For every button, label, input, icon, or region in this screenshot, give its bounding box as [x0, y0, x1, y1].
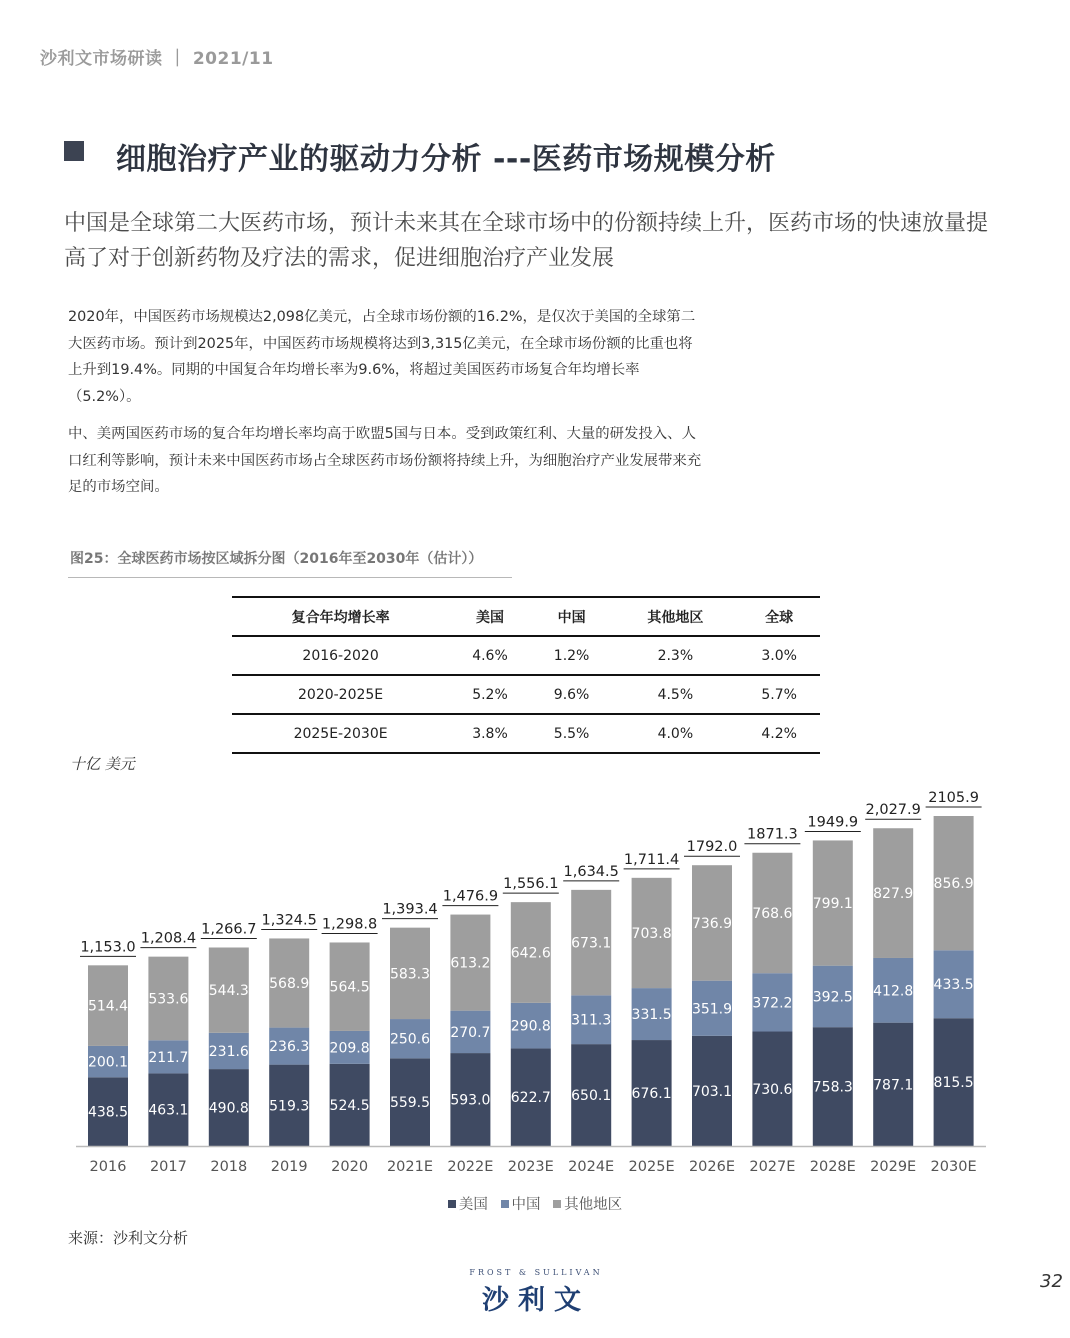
legend-swatch-us	[448, 1200, 456, 1208]
body-paragraph-1: 2020年，中国医药市场规模达2,098亿美元，占全球市场份额的16.2%，是仅次于美国的全球第二大医药市场。预计到2025年，中国医药市场规模将达到3,315亿美元，在全球市场份额的比重也将上升到19.4%。同期的中国复合年均增长率为9.6%，将超过美国医药市场复合年均增长率（5.2%）。	[68, 309, 696, 405]
bar-label-other: 514.4	[87, 998, 129, 1015]
table-cell: 5.5%	[531, 714, 613, 753]
table-cell: 2025E-2030E	[232, 714, 449, 753]
bar-label-us: 703.1	[691, 1083, 733, 1100]
table-cell: 3.8%	[449, 714, 531, 753]
table-cell: 4.2%	[738, 714, 820, 753]
bar-total-label: 1,634.5	[563, 863, 619, 880]
legend-swatch-china	[501, 1200, 509, 1208]
stacked-bar-chart	[0, 780, 1070, 1185]
legend-item-china	[501, 1193, 541, 1214]
legend-label-other: 其他地区	[564, 1197, 623, 1213]
bar-label-other: 533.6	[148, 991, 189, 1008]
bar-label-other: 673.1	[571, 935, 612, 952]
page-subtitle: 中国是全球第二大医药市场，预计未来其在全球市场中的份额持续上升，医药市场的快速放量提高了对于创新药物及疗法的需求，促进细胞治疗产业发展	[64, 211, 989, 271]
logo-small-text: FROST & SULLIVAN	[469, 1268, 603, 1277]
bar-label-china: 392.5	[812, 989, 853, 1006]
bar-label-other: 564.5	[329, 979, 370, 996]
page-number: 32	[1040, 1271, 1063, 1292]
frost-sullivan-logo	[458, 1268, 614, 1317]
bar-total-label: 1871.3	[747, 826, 798, 843]
bar-total-label: 1,476.9	[442, 888, 499, 905]
bar-total-label: 1,266.7	[201, 921, 257, 938]
bar-total-label: 1,556.1	[503, 876, 559, 893]
caption-divider	[68, 577, 512, 578]
x-tick-label: 2019	[270, 1159, 308, 1175]
x-tick-label: 2024E	[568, 1159, 615, 1175]
table-cell: 2020-2025E	[232, 675, 449, 714]
bar-label-us: 815.5	[933, 1075, 974, 1092]
bar-label-us: 463.1	[148, 1102, 189, 1119]
bar-total-label: 2105.9	[928, 790, 979, 806]
bar-total-label: 1,393.4	[382, 901, 438, 918]
x-tick-label: 2018	[210, 1159, 248, 1175]
bar-label-other: 642.6	[510, 945, 551, 962]
x-tick-label: 2026E	[688, 1159, 736, 1175]
bar-total-label: 1949.9	[807, 814, 859, 831]
bar-label-china: 412.8	[873, 983, 914, 1000]
legend-label-us: 美国	[458, 1197, 488, 1213]
x-tick-label: 2021E	[386, 1159, 434, 1175]
bar-label-china: 290.8	[510, 1018, 551, 1035]
bar-label-other: 827.9	[873, 886, 914, 903]
table-cell: 5.7%	[738, 675, 820, 714]
x-tick-label: 2028E	[809, 1159, 856, 1175]
chart-unit-label: 十亿 美元	[70, 755, 135, 773]
figure-caption: 图25：全球医药市场按区域拆分图（2016年至2030年（估计））	[70, 551, 483, 567]
bar-label-other: 544.3	[208, 983, 249, 1000]
bar-total-label: 1,208.4	[140, 930, 197, 947]
bar-label-other: 856.9	[933, 876, 974, 893]
x-tick-label: 2030E	[930, 1159, 977, 1175]
bar-label-us: 490.8	[208, 1100, 249, 1117]
bar-label-china: 331.5	[631, 1007, 672, 1024]
x-tick-label: 2025E	[628, 1159, 675, 1175]
table-cell: 9.6%	[531, 675, 613, 714]
bar-label-other: 613.2	[450, 955, 491, 972]
bar-label-china: 372.2	[752, 995, 793, 1012]
x-tick-label: 2022E	[447, 1159, 494, 1175]
bar-label-us: 438.5	[87, 1104, 129, 1121]
table-header-cell: 美国	[449, 597, 531, 636]
table-cell: 5.2%	[449, 675, 531, 714]
bar-label-us: 593.0	[450, 1092, 491, 1109]
table-row	[232, 714, 820, 753]
bar-total-label: 1,298.8	[321, 916, 378, 933]
bar-label-china: 231.6	[208, 1043, 249, 1060]
table-header-row	[232, 597, 820, 636]
x-tick-label: 2017	[149, 1159, 187, 1175]
table-cell: 2016-2020	[232, 636, 449, 675]
table-cell: 4.5%	[612, 675, 738, 714]
table-cell: 4.0%	[612, 714, 738, 753]
table-cell: 3.0%	[738, 636, 820, 675]
bar-total-label: 1,153.0	[80, 939, 136, 956]
bar-label-us: 519.3	[269, 1098, 310, 1115]
bar-label-china: 236.3	[269, 1039, 310, 1056]
bar-label-us: 676.1	[631, 1086, 672, 1103]
bar-label-other: 583.3	[389, 966, 431, 983]
legend-swatch-other	[553, 1200, 561, 1208]
bar-label-china: 433.5	[933, 977, 974, 994]
table-row	[232, 636, 820, 675]
bar-label-us: 524.5	[329, 1097, 370, 1114]
legend-item-other	[553, 1193, 622, 1214]
bar-label-china: 270.7	[450, 1024, 491, 1041]
bar-label-us: 730.6	[752, 1081, 793, 1098]
bar-label-china: 351.9	[691, 1001, 733, 1018]
table-row	[232, 675, 820, 714]
bar-total-label: 2,027.9	[865, 802, 921, 819]
bar-label-china: 311.3	[571, 1012, 612, 1029]
legend-item-us	[448, 1193, 488, 1214]
bar-total-label: 1,324.5	[261, 912, 317, 929]
body-paragraph-2: 中、美两国医药市场的复合年均增长率均高于欧盟5国与日本。受到政策红利、大量的研发投入、人口红利等影响，预计未来中国医药市场占全球医药市场份额将持续上升，为细胞治疗产业发展带来充足的市场空间。	[68, 426, 702, 495]
table-cell: 1.2%	[531, 636, 613, 675]
bar-label-other: 768.6	[752, 905, 793, 922]
header-text: 沙利文市场研读 ｜ 2021/11	[40, 49, 274, 69]
bar-label-china: 209.8	[329, 1040, 370, 1057]
x-tick-label: 2027E	[749, 1159, 796, 1175]
x-tick-label: 2029E	[870, 1159, 917, 1175]
bar-label-other: 703.8	[631, 925, 672, 942]
bar-label-other: 799.1	[812, 896, 853, 913]
bar-total-label: 1792.0	[686, 839, 738, 856]
legend-label-china: 中国	[511, 1197, 541, 1213]
x-tick-label: 2016	[89, 1159, 127, 1175]
table-header-cell: 中国	[531, 597, 613, 636]
bar-label-us: 559.5	[389, 1095, 431, 1112]
chart-legend	[0, 1193, 1070, 1214]
table-header-cell: 复合年均增长率	[232, 597, 449, 636]
title-square-icon	[64, 141, 84, 161]
x-tick-label: 2020	[331, 1159, 369, 1175]
bar-label-us: 758.3	[812, 1079, 853, 1096]
cagr-table	[232, 596, 820, 754]
bar-total-label: 1,711.4	[623, 851, 680, 868]
table-cell: 4.6%	[449, 636, 531, 675]
bar-label-other: 736.9	[691, 915, 733, 932]
bar-label-us: 622.7	[510, 1090, 551, 1107]
bar-label-other: 568.9	[269, 976, 310, 993]
source-note: 来源：沙利文分析	[68, 1229, 189, 1247]
bar-label-china: 200.1	[87, 1054, 129, 1071]
logo-big-text: 沙利文	[482, 1285, 590, 1316]
table-header-cell: 其他地区	[612, 597, 738, 636]
x-tick-label: 2023E	[507, 1159, 554, 1175]
table-header-cell: 全球	[738, 597, 820, 636]
table-cell: 2.3%	[612, 636, 738, 675]
bar-label-china: 211.7	[148, 1049, 189, 1066]
bar-label-us: 787.1	[873, 1077, 914, 1094]
page-title: 细胞治疗产业的驱动力分析 ---医药市场规模分析	[116, 142, 776, 177]
bar-label-china: 250.6	[389, 1031, 431, 1048]
bar-label-us: 650.1	[571, 1088, 612, 1105]
